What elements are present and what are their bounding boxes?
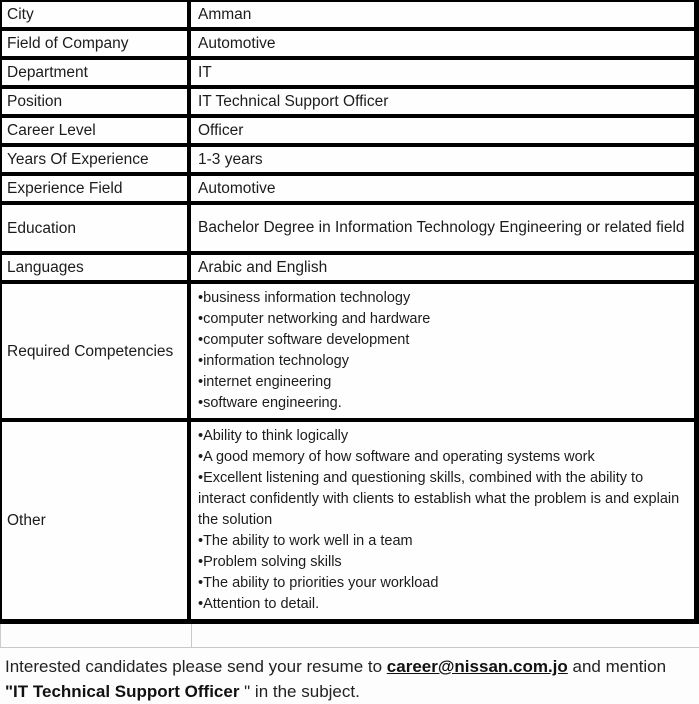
row-label: City	[2, 2, 191, 27]
row-value: Officer	[198, 122, 244, 139]
row-label: Field of Company	[2, 31, 191, 56]
row-label: Other	[2, 422, 191, 619]
footer-note	[0, 648, 699, 704]
table-row	[2, 284, 694, 422]
bullet-item: •internet engineering	[198, 374, 332, 390]
row-value: Bachelor Degree in Information Technology Engineering or related field	[198, 219, 685, 236]
table-row	[2, 176, 694, 205]
row-value: Amman	[198, 6, 252, 23]
row-value: Automotive	[198, 35, 276, 52]
row-label: Position	[2, 89, 191, 114]
bullet-item: •Excellent listening and questioning skills, combined with the ability to interact confidently with clients to establish what the problem is and explain the solution	[198, 470, 680, 528]
table-row	[2, 422, 694, 624]
row-label: Career Level	[2, 118, 191, 143]
table-row	[2, 205, 694, 255]
empty-row-value-cell	[192, 624, 699, 647]
footer-text-suffix: and mention	[567, 657, 667, 676]
row-label: Experience Field	[2, 176, 191, 201]
bullet-item: •business information technology	[198, 290, 411, 306]
email-link[interactable]: career@nissan.com.jo	[386, 657, 568, 676]
table-row	[2, 255, 694, 284]
row-value: Automotive	[198, 180, 276, 197]
row-value: IT	[198, 64, 212, 81]
footer-position-bold: "IT Technical Support Officer	[5, 682, 245, 701]
empty-row-label-cell	[1, 624, 192, 647]
bullet-item: •Problem solving skills	[198, 554, 342, 570]
row-value: 1-3 years	[198, 151, 263, 168]
empty-row	[0, 624, 699, 648]
row-value: Arabic and English	[198, 259, 328, 276]
footer-text-rest: " in the subject.	[244, 682, 360, 701]
table-row	[2, 31, 694, 60]
bullet-item: •computer software development	[198, 332, 410, 348]
row-value	[191, 422, 694, 619]
row-label: Languages	[2, 255, 191, 280]
bullet-item: •information technology	[198, 353, 349, 369]
bullet-item: •Ability to think logically	[198, 428, 349, 444]
table-row	[2, 60, 694, 89]
row-label: Education	[2, 205, 191, 251]
row-label: Years Of Experience	[2, 147, 191, 172]
bullet-item: •A good memory of how software and operating systems work	[198, 449, 595, 465]
footer-text-prefix: Interested candidates please send your resume to	[5, 657, 387, 676]
row-label: Department	[2, 60, 191, 85]
row-value: IT Technical Support Officer	[198, 93, 389, 110]
bullet-item: •computer networking and hardware	[198, 311, 431, 327]
table-row	[2, 118, 694, 147]
table-row	[2, 147, 694, 176]
bullet-item: •Attention to detail.	[198, 596, 320, 612]
table-row	[2, 89, 694, 118]
bullet-item: •The ability to work well in a team	[198, 533, 413, 549]
row-label: Required Competencies	[2, 284, 191, 418]
bullet-item: •The ability to priorities your workload	[198, 575, 439, 591]
bullet-item: •software engineering.	[198, 395, 342, 411]
row-value	[191, 284, 694, 418]
table-row	[2, 2, 694, 31]
